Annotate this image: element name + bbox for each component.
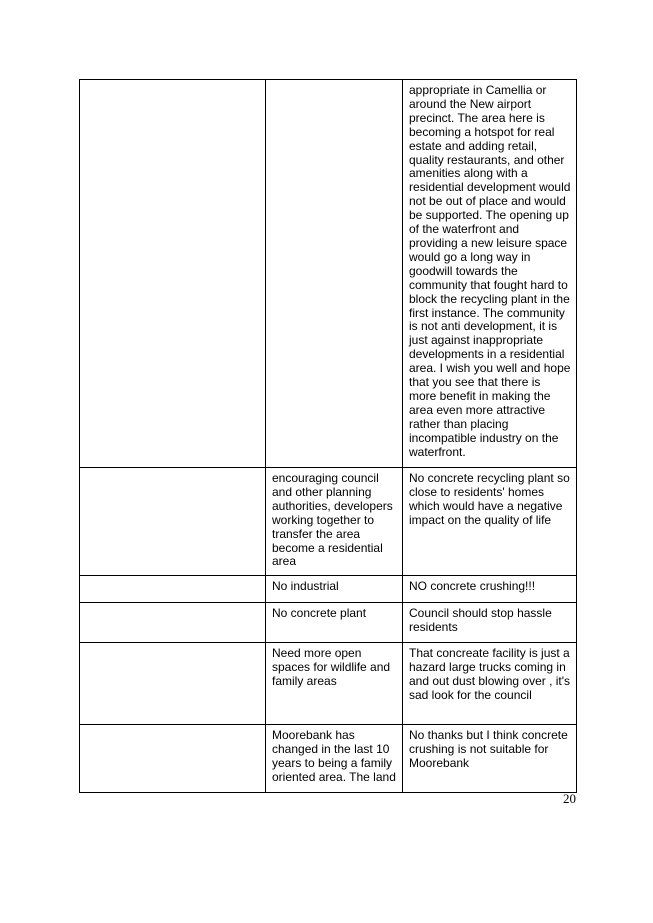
table-cell <box>80 725 266 793</box>
submissions-table <box>79 79 577 793</box>
table-cell: No concrete recycling plant so close to residents' homes which would have a negative impact on the quality of life <box>403 468 577 576</box>
table-cell: No thanks but I think concrete crushing is not suitable for Moorebank <box>403 725 577 793</box>
table-cell <box>80 603 266 643</box>
table-row <box>80 603 577 643</box>
table-cell: No concrete plant <box>266 603 403 643</box>
table-cell <box>80 468 266 576</box>
table-cell: That concreate facility is just a hazard large trucks coming in and out dust blowing over , it's sad look for the council <box>403 643 577 725</box>
table-cell <box>80 576 266 603</box>
table-cell: appropriate in Camellia or around the New airport precinct. The area here is becoming a hotspot for real estate and adding retail, quality restaurants, and other amenities along with a residential development would not be out of place and would be supported. The opening up of the waterfront and providing a new leisure space would go a long way in goodwill towards the community that fought hard to block the recycling plant in the first instance. The community is not anti development, it is just against inappropriate developments in a residential area. I wish you well and hope that you see that there is more benefit in making the area even more attractive rather than placing incompatible industry on the waterfront. <box>403 80 577 468</box>
table-row <box>80 468 577 576</box>
table-row <box>80 576 577 603</box>
table-cell: Council should stop hassle residents <box>403 603 577 643</box>
table-cell: Moorebank has changed in the last 10 years to being a family oriented area. The land <box>266 725 403 793</box>
table-cell: No industrial <box>266 576 403 603</box>
table-row <box>80 643 577 725</box>
table-cell: NO concrete crushing!!! <box>403 576 577 603</box>
table-cell <box>80 643 266 725</box>
table-cell: Need more open spaces for wildlife and family areas <box>266 643 403 725</box>
table-cell <box>266 80 403 468</box>
table-cell: encouraging council and other planning authorities, developers working together to transfer the area become a residential area <box>266 468 403 576</box>
table-row <box>80 725 577 793</box>
table-cell <box>80 80 266 468</box>
page-number: 20 <box>563 791 576 806</box>
table-row <box>80 80 577 468</box>
